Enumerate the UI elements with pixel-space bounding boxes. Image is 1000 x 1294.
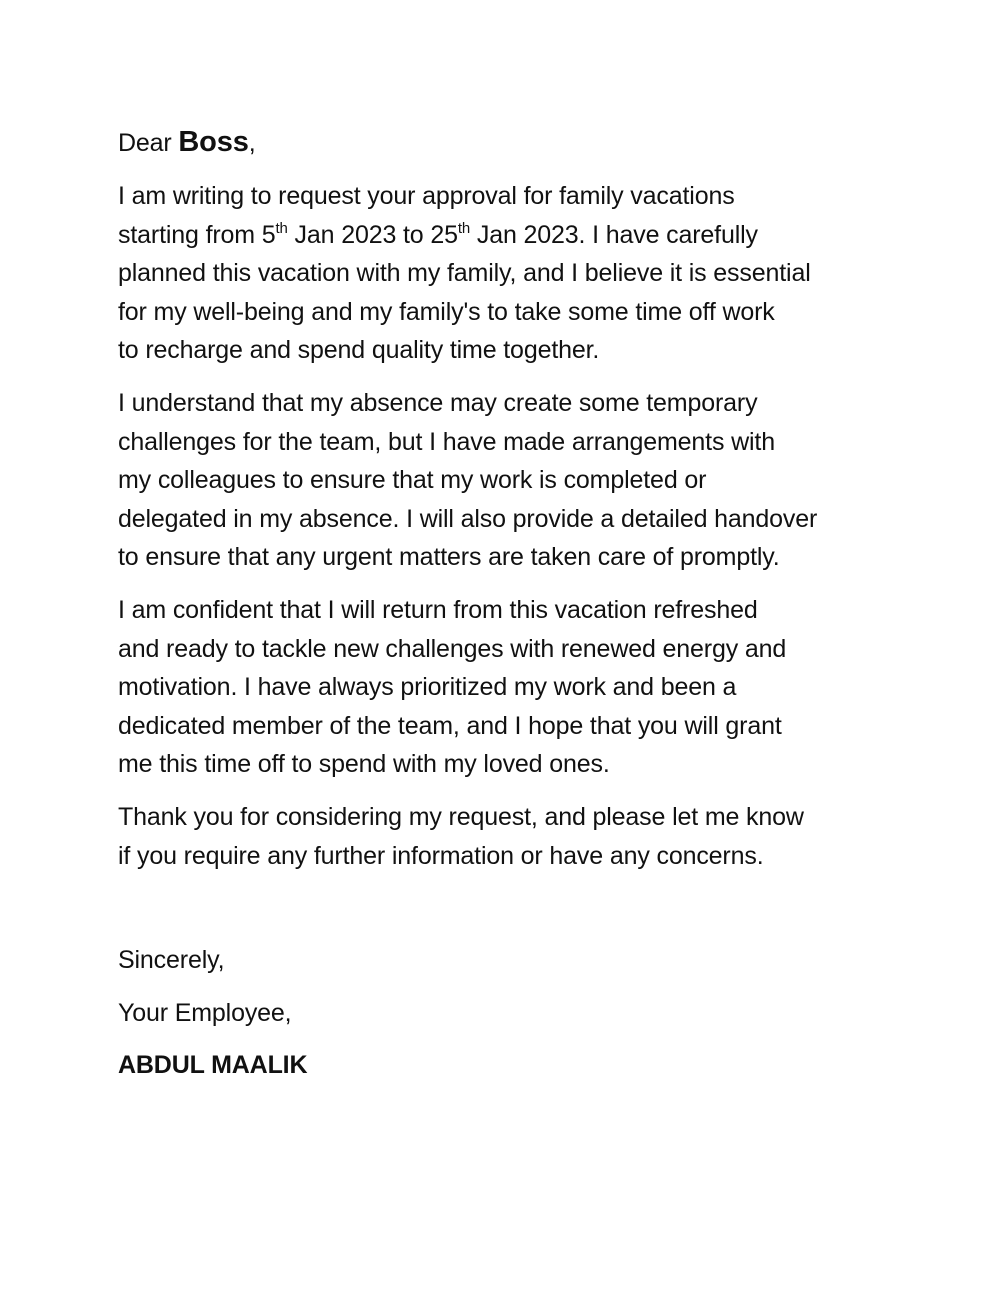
paragraph-confidence (118, 591, 898, 784)
paragraph-line: dedicated member of the team, and I hope that you will grant (118, 711, 782, 740)
sender-name: ABDUL MAALIK (118, 1051, 308, 1080)
sign-off: Sincerely, (118, 946, 225, 975)
paragraph-line: to recharge and spend quality time together. (118, 336, 600, 365)
ordinal-suffix: th (275, 219, 288, 237)
paragraph-thanks (118, 798, 898, 875)
paragraph-line: and ready to tackle new challenges with renewed energy and (118, 634, 787, 663)
dates-text-end: Jan 2023. I have carefully (470, 220, 758, 249)
recipient-name: Boss (178, 126, 249, 158)
paragraph-line: me this time off to spend with my loved ones. (118, 750, 610, 779)
paragraph-line: motivation. I have always prioritized my work and been a (118, 673, 737, 702)
paragraph-line: to ensure that any urgent matters are taken care of promptly. (118, 543, 780, 572)
ordinal-suffix: th (457, 219, 471, 237)
paragraph-line: Thank you for considering my request, and please let me know (118, 802, 804, 831)
paragraph-line-dates (118, 216, 898, 255)
salutation-prefix: Dear (118, 129, 172, 157)
paragraph-line: for my well-being and my family's to take some time off work (118, 297, 775, 326)
salutation (118, 118, 898, 167)
dates-text-start: starting from 5 (118, 220, 276, 249)
paragraph-line: my colleagues to ensure that my work is completed or (118, 466, 707, 495)
salutation-comma: , (248, 129, 256, 157)
paragraph-line: if you require any further information or have any concerns. (118, 841, 764, 870)
paragraph-line: planned this vacation with my family, and I believe it is essential (118, 259, 811, 288)
paragraph-arrangements (118, 384, 898, 577)
paragraph-request (118, 177, 898, 370)
closing-block (118, 941, 898, 1085)
paragraph-line: I understand that my absence may create some temporary (118, 388, 758, 417)
sender-relation: Your Employee, (118, 998, 292, 1027)
paragraph-line: challenges for the team, but I have made arrangements with (118, 427, 775, 456)
paragraph-line: delegated in my absence. I will also provide a detailed handover (118, 504, 818, 533)
dates-text-middle: Jan 2023 to 25 (287, 220, 458, 249)
letter-body (118, 118, 898, 1085)
paragraph-line: I am writing to request your approval for family vacations (118, 182, 735, 210)
paragraph-line: I am confident that I will return from this vacation refreshed (118, 595, 758, 624)
